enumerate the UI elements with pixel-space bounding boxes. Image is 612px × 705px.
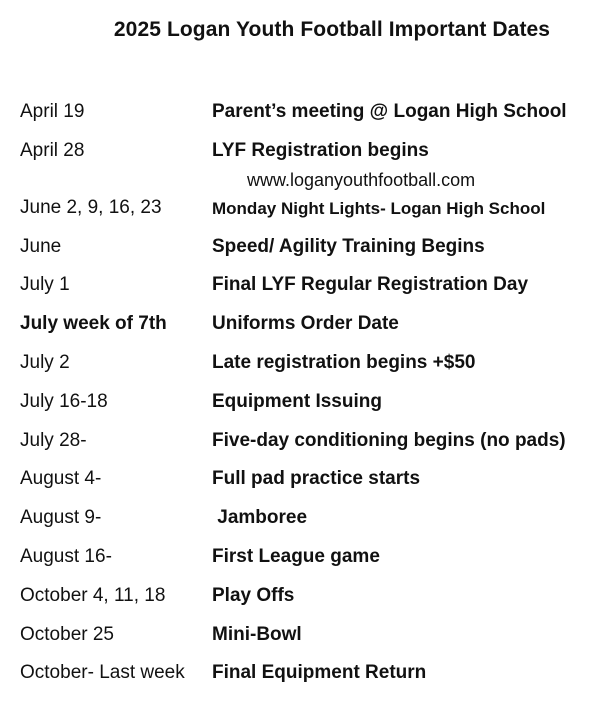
date-cell: July 1 <box>20 274 70 296</box>
date-cell: October 4, 11, 18 <box>20 584 166 606</box>
event-cell: Late registration begins +$50 <box>212 351 476 373</box>
event-cell: Jamboree <box>212 507 308 529</box>
date-cell: August 16- <box>20 545 112 567</box>
date-cell: April 28 <box>20 139 85 161</box>
event-cell: Play Offs <box>212 584 295 606</box>
website-url: www.loganyouthfootball.com <box>247 169 476 190</box>
event-cell: Parent’s meeting @ Logan High School <box>212 101 567 122</box>
page-title: 2025 Logan Youth Football Important Dates <box>113 18 551 41</box>
date-cell: July week of 7th <box>20 313 167 335</box>
event-cell: Speed/ Agility Training Begins <box>212 235 485 257</box>
event-cell: Final LYF Regular Registration Day <box>212 274 529 296</box>
date-cell: October- Last week <box>20 662 185 684</box>
date-cell: June <box>20 235 62 257</box>
event-cell: Mini-Bowl <box>212 623 302 645</box>
date-cell: July 16-18 <box>20 390 108 412</box>
event-cell: Equipment Issuing <box>212 390 382 412</box>
event-cell: Uniforms Order Date <box>212 313 399 335</box>
date-cell: June 2, 9, 16, 23 <box>20 196 162 218</box>
date-cell: April 19 <box>20 101 85 122</box>
event-cell: First League game <box>212 545 380 567</box>
date-cell: July 28- <box>20 429 87 451</box>
date-cell: August 9- <box>20 507 102 529</box>
event-cell: LYF Registration begins <box>212 139 429 161</box>
event-cell: Monday Night Lights- Logan High School <box>212 198 546 218</box>
date-cell: July 2 <box>20 351 70 373</box>
event-cell: Final Equipment Return <box>212 662 427 684</box>
date-cell: August 4- <box>20 468 102 490</box>
date-cell: October 25 <box>20 623 114 645</box>
event-cell: Five-day conditioning begins (no pads) <box>212 429 566 451</box>
event-cell: Full pad practice starts <box>212 468 421 490</box>
